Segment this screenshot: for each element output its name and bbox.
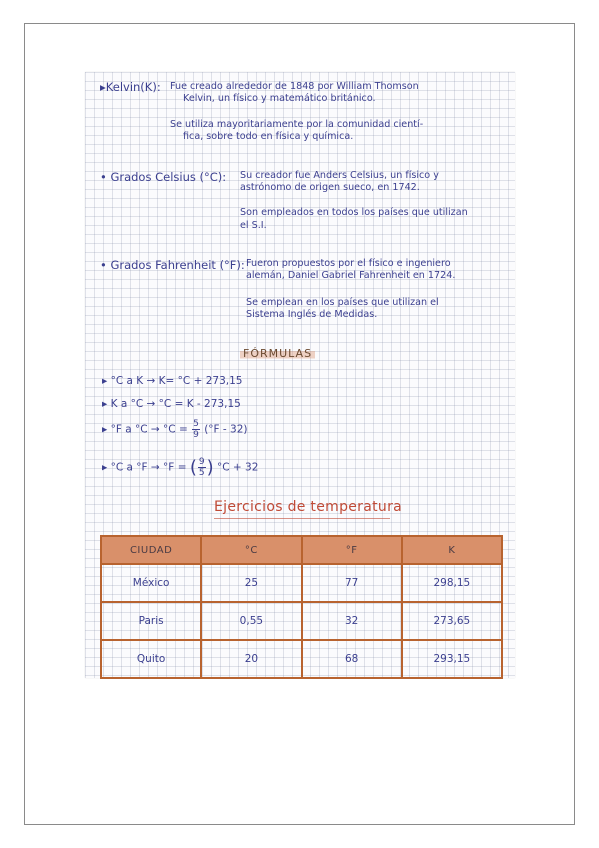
kelvin-line-1: Fue creado alrededor de 1848 por William Thomson: [170, 81, 419, 92]
table-header-row: [101, 536, 502, 564]
fahrenheit-cell: 32: [302, 602, 402, 640]
city-cell: Quito: [101, 640, 201, 678]
formulas-title: FÓRMULAS: [240, 347, 315, 360]
kelvin-cell: 293,15: [402, 640, 502, 678]
fahrenheit-line-2: alemán, Daniel Gabriel Fahrenheit en 1724.: [246, 270, 456, 281]
fahrenheit-cell: 68: [302, 640, 402, 678]
celsius-line-3: Son empleados en todos los países que utilizan: [240, 207, 468, 218]
formula-f-to-c: [102, 419, 248, 440]
table-row: [101, 640, 502, 678]
formula-f-to-c-prefix: ▸ °F a °C → °C =: [102, 423, 192, 436]
formula-c-to-f-suffix: °C + 32: [213, 461, 259, 474]
fahrenheit-line-4: Sistema Inglés de Medidas.: [246, 309, 378, 320]
celsius-cell: 0,55: [201, 602, 301, 640]
header-celsius: °C: [201, 536, 301, 564]
kelvin-line-2: Kelvin, un físico y matemático británico.: [183, 93, 376, 104]
fraction: $\frac{9}{5}$: [198, 457, 205, 478]
kelvin-line-4: fica, sobre todo en física y química.: [183, 131, 354, 142]
table-row: [101, 602, 502, 640]
table-row: [101, 564, 502, 602]
kelvin-cell: 298,15: [402, 564, 502, 602]
header-city: CIUDAD: [101, 536, 201, 564]
exercises-title: Ejercicios de temperatura: [214, 499, 403, 515]
formula-k-to-c: ▸ K a °C → °C = K - 273,15: [102, 398, 241, 410]
celsius-line-1: Su creador fue Anders Celsius, un físico y: [240, 170, 439, 181]
temperature-table: [100, 535, 503, 679]
celsius-term: • Grados Celsius (°C):: [100, 170, 227, 184]
celsius-cell: 25: [201, 564, 301, 602]
fahrenheit-line-3: Se emplean en los países que utilizan el: [246, 297, 439, 308]
kelvin-line-3: Se utiliza mayoritariamente por la comunidad cientí-: [170, 119, 424, 130]
celsius-line-2: astrónomo de origen sueco, en 1742.: [240, 182, 420, 193]
celsius-line-4: el S.I.: [240, 220, 267, 231]
exercises-title-underline: [214, 518, 390, 519]
formula-c-to-f-prefix: ▸ °C a °F → °F =: [102, 461, 190, 474]
formula-f-to-c-suffix: (°F - 32): [200, 423, 248, 436]
fahrenheit-term: • Grados Fahrenheit (°F):: [100, 258, 245, 272]
header-fahrenheit: °F: [302, 536, 402, 564]
fahrenheit-cell: 77: [302, 564, 402, 602]
header-kelvin: K: [402, 536, 502, 564]
kelvin-term: ▸Kelvin(K):: [100, 80, 161, 94]
formula-c-to-k: ▸ °C a K → K= °C + 273,15: [102, 375, 243, 387]
kelvin-cell: 273,65: [402, 602, 502, 640]
formula-c-to-f: ▸ °C a °F → °F = ( $\frac{9}{5}$ ) °C + 32: [102, 457, 259, 478]
fraction: $\frac{5}{9}$: [193, 419, 199, 440]
city-cell: México: [101, 564, 201, 602]
city-cell: Paris: [101, 602, 201, 640]
celsius-cell: 20: [201, 640, 301, 678]
fahrenheit-line-1: Fueron propuestos por el físico e ingeniero: [246, 258, 451, 269]
